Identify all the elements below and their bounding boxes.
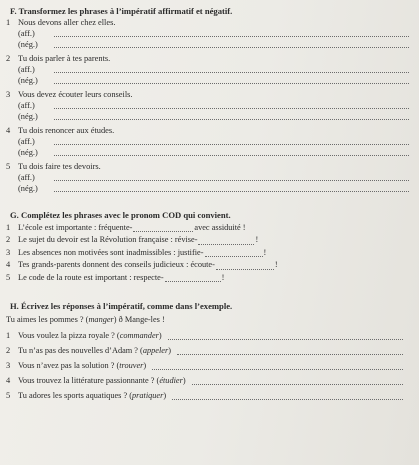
item-text-before: Vous trouvez la littérature passionnante ? ( bbox=[18, 376, 160, 386]
aff-label: (aff.) bbox=[18, 173, 35, 182]
section-h-title: H. Écrivez les réponses à l’impératif, comme dans l’exemple. bbox=[10, 301, 233, 312]
item-number: 1 bbox=[6, 18, 11, 27]
item-text-after: ) bbox=[163, 391, 167, 401]
item-number: 4 bbox=[6, 126, 11, 135]
item-text-after: avec assiduité ! bbox=[194, 223, 246, 232]
exercise-h-5 bbox=[6, 388, 409, 403]
exercise-h-2 bbox=[6, 343, 409, 358]
section-g bbox=[6, 210, 409, 284]
answer-blank[interactable] bbox=[165, 273, 221, 282]
item-number: 4 bbox=[6, 260, 11, 270]
answer-line[interactable] bbox=[177, 346, 403, 355]
answer-line-aff[interactable] bbox=[54, 172, 409, 181]
exercise-f-1 bbox=[6, 18, 409, 50]
answer-line-aff[interactable] bbox=[54, 64, 409, 73]
neg-label: (nég.) bbox=[18, 184, 38, 193]
item-text-after: ) bbox=[158, 331, 162, 341]
item-text-after: ) bbox=[143, 361, 147, 371]
item-text-after: ! bbox=[263, 247, 267, 257]
item-number: 3 bbox=[6, 361, 11, 371]
item-verb: appeler bbox=[142, 346, 169, 356]
exercise-f-5 bbox=[6, 162, 409, 194]
item-text: Vous devez écouter leurs conseils. bbox=[18, 90, 133, 99]
item-text-before: Tu adores les sports aquatiques ? ( bbox=[18, 391, 132, 401]
neg-label: (nég.) bbox=[18, 40, 38, 49]
aff-label: (aff.) bbox=[18, 101, 35, 110]
answer-line[interactable] bbox=[152, 361, 403, 370]
answer-line-aff[interactable] bbox=[54, 100, 409, 109]
section-f-title: F. Transformez les phrases à l’impératif affirmatif et négatif. bbox=[10, 6, 233, 16]
section-h bbox=[6, 301, 409, 403]
item-text-before: Le code de la route est important : respecte- bbox=[18, 272, 164, 282]
item-number: 2 bbox=[6, 235, 11, 245]
answer-blank[interactable] bbox=[205, 248, 263, 257]
item-number: 3 bbox=[6, 90, 11, 99]
answer-blank[interactable] bbox=[133, 223, 193, 232]
example-after: ) ð Mange-les ! bbox=[113, 315, 165, 325]
item-text: Tu dois faire tes devoirs. bbox=[18, 162, 101, 171]
example-h bbox=[6, 314, 409, 325]
item-text-before: Vous voulez la pizza royale ? ( bbox=[18, 331, 120, 341]
item-number: 2 bbox=[6, 346, 11, 356]
answer-line[interactable] bbox=[192, 376, 403, 385]
item-verb: trouver bbox=[119, 361, 144, 371]
aff-label: (aff.) bbox=[18, 137, 35, 146]
neg-label: (nég.) bbox=[18, 112, 38, 121]
answer-line-neg[interactable] bbox=[54, 111, 409, 120]
example-verb: manger bbox=[88, 315, 114, 325]
item-text-before: Le sujet du devoir est la Révolution française : révise- bbox=[18, 235, 198, 245]
exercise-g-5 bbox=[6, 272, 409, 284]
item-text-before: Tes grands-parents donnent des conseils judicieux : écoute- bbox=[18, 260, 215, 270]
item-text-before: Tu n’as pas des nouvelles d’Adam ? ( bbox=[18, 346, 143, 356]
section-g-title: G. Complétez les phrases avec le pronom COD qui convient. bbox=[10, 210, 231, 220]
item-number: 2 bbox=[6, 54, 11, 63]
answer-blank[interactable] bbox=[216, 261, 274, 270]
neg-label: (nég.) bbox=[18, 148, 38, 157]
item-number: 5 bbox=[6, 272, 11, 282]
aff-label: (aff.) bbox=[18, 65, 35, 74]
exercise-h-1 bbox=[6, 328, 409, 343]
item-text-after: ! bbox=[221, 272, 225, 282]
item-text-after: ! bbox=[274, 260, 278, 270]
item-number: 4 bbox=[6, 376, 11, 386]
section-f bbox=[6, 6, 409, 194]
exercise-g-4 bbox=[6, 259, 409, 271]
answer-line-neg[interactable] bbox=[54, 183, 409, 192]
answer-line[interactable] bbox=[168, 331, 403, 340]
answer-line-aff[interactable] bbox=[54, 28, 409, 37]
item-text-after: ) bbox=[168, 346, 171, 356]
exercise-g-3 bbox=[6, 247, 409, 259]
item-text-before: L’école est importante : fréquente- bbox=[18, 223, 133, 232]
item-number: 3 bbox=[6, 247, 11, 257]
answer-line-neg[interactable] bbox=[54, 75, 409, 84]
item-verb: pratiquer bbox=[132, 391, 164, 401]
exercise-h-4 bbox=[6, 373, 409, 388]
exercise-h-3 bbox=[6, 358, 409, 373]
exercise-f-3 bbox=[6, 90, 409, 122]
exercise-f-2 bbox=[6, 54, 409, 86]
item-text-after: ) bbox=[182, 376, 186, 386]
item-text: Nous devons aller chez elles. bbox=[18, 18, 116, 27]
item-verb: commander bbox=[119, 331, 159, 341]
item-text-before: Vous n’avez pas la solution ? ( bbox=[18, 361, 120, 371]
answer-line-neg[interactable] bbox=[54, 39, 409, 48]
exercise-f-4 bbox=[6, 126, 409, 158]
exercise-g-1 bbox=[6, 222, 409, 234]
aff-label: (aff.) bbox=[18, 29, 35, 38]
answer-blank[interactable] bbox=[198, 236, 254, 245]
exercise-g-2 bbox=[6, 234, 409, 246]
neg-label: (nég.) bbox=[18, 76, 38, 85]
answer-line[interactable] bbox=[172, 391, 403, 400]
item-text: Tu dois renoncer aux études. bbox=[18, 126, 115, 135]
item-text-after: ! bbox=[255, 235, 259, 245]
item-text-before: Les absences non motivées sont inadmissibles : justifie- bbox=[18, 247, 204, 257]
item-text: Tu dois parler à tes parents. bbox=[18, 54, 111, 63]
item-verb: étudier bbox=[159, 376, 183, 386]
item-number: 1 bbox=[6, 223, 11, 232]
item-number: 5 bbox=[6, 162, 11, 171]
answer-line-neg[interactable] bbox=[54, 147, 409, 156]
item-number: 5 bbox=[6, 391, 11, 401]
answer-line-aff[interactable] bbox=[54, 136, 409, 145]
example-before: Tu aimes les pommes ? ( bbox=[6, 315, 89, 325]
item-number: 1 bbox=[6, 331, 11, 341]
